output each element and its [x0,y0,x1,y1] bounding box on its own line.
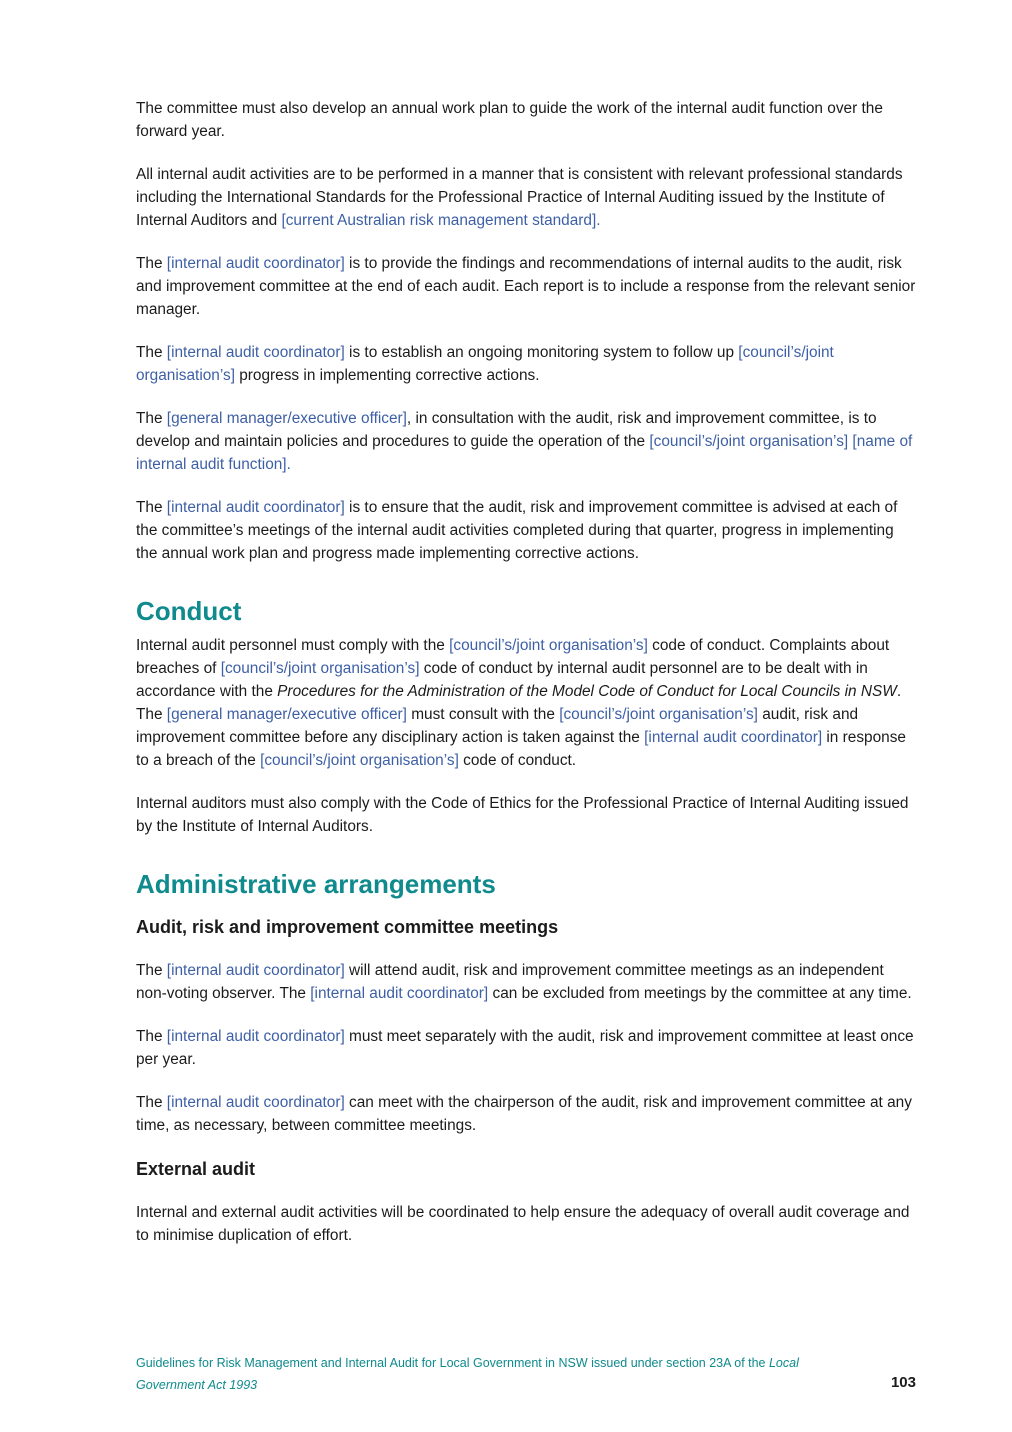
page-footer [136,1352,916,1396]
paragraph-text: The [136,344,167,361]
paragraph-text: The [136,499,167,516]
paragraph-text: , in consultation with the audit, risk and improvement committee, is to develop and maintain policies and procedures to guide the operation of the [136,410,877,450]
paragraph-text: Internal audit personnel must comply with the [136,637,450,654]
placeholder-text: [council’s/joint organisation’s] [449,637,648,654]
placeholder-text: [current Australian risk management standard]. [281,212,601,229]
paragraph [136,1025,916,1071]
paragraph-text: The [136,1028,167,1045]
paragraph-text: The [136,962,167,979]
paragraph-text: can be excluded from meetings by the committee at any time. [488,985,912,1002]
paragraph [136,496,916,565]
paragraph-text: The [136,410,167,427]
conduct-section [136,634,916,838]
placeholder-text: [council’s/joint organisation’s] [136,344,834,384]
paragraph-text: The [136,255,167,272]
page-content [136,97,916,1267]
paragraph [136,407,916,476]
placeholder-text: [council’s/joint organisation’s] [260,752,459,769]
paragraph-text: progress in implementing corrective actions. [234,367,540,384]
paragraph [136,97,916,143]
footer-act-title: Local Government Act 1993 [136,1356,799,1392]
intro-section [136,97,916,565]
paragraph [136,1201,916,1247]
paragraph-text: code of conduct. Complaints about breaches of [136,637,890,677]
paragraph-text: Internal and external audit activities will be coordinated to help ensure the adequacy of overall audit coverage and to minimise duplication of effort. [136,1204,910,1244]
paragraph [136,634,916,772]
paragraph [136,163,916,232]
external-audit-section [136,1201,916,1247]
paragraph [136,959,916,1005]
paragraph-text: is to provide the findings and recommendations of internal audits to the audit, risk and improvement committee at the end of each audit. Each report is to include a response from the relevant senior manager. [136,255,916,318]
paragraph-text: audit, risk and improvement committee before any disciplinary action is taken against the [136,706,859,746]
committee-meetings-heading: Audit, risk and improvement committee meetings [136,917,559,937]
paragraph-text: The committee must also develop an annual work plan to guide the work of the internal audit function over the forward year. [136,100,883,140]
page-number: 103 [890,1374,916,1391]
administrative-arrangements-heading: Administrative arrangements [136,869,496,899]
placeholder-text: [council’s/joint organisation’s] [559,706,758,723]
footer-citation-text: Guidelines for Risk Management and Internal Audit for Local Government in NSW issued under section 23A of the [136,1356,769,1370]
paragraph [136,252,916,321]
paragraph-text: code of conduct by internal audit personnel are to be dealt with in accordance with the [136,660,868,700]
placeholder-text: [internal audit coordinator] [310,985,489,1002]
paragraph-text: Internal auditors must also comply with the Code of Ethics for the Professional Practice of Internal Auditing issued by the Institute of Internal Auditors. [136,795,909,835]
paragraph-text: All internal audit activities are to be performed in a manner that is consistent with relevant professional standards including the International Standards for the Professional Practice of Internal Auditing issued by the Institute of Internal Auditors and [136,166,903,229]
placeholder-text: [internal audit coordinator] [166,1028,345,1045]
italic-title: Procedures for the Administration of the Model Code of Conduct for Local Councils in NSW [277,683,897,700]
placeholder-text: [internal audit coordinator] [166,499,345,516]
external-audit-heading: External audit [136,1159,256,1179]
paragraph [136,1091,916,1137]
conduct-heading: Conduct [136,596,242,626]
footer-citation [136,1352,866,1396]
placeholder-text: [general manager/executive officer] [166,410,407,427]
committee-meetings-section [136,959,916,1137]
placeholder-text: [council’s/joint organisation’s] [220,660,420,677]
paragraph-text: must consult with the [406,706,560,723]
paragraph-text: in response to a breach of the [136,729,906,769]
placeholder-text: [council’s/joint organisation’s] [name of internal audit function]. [136,433,913,473]
paragraph [136,341,916,387]
paragraph-text: will attend audit, risk and improvement committee meetings as an independent non-voting observer. The [136,962,884,1002]
paragraph-text: is to establish an ongoing monitoring system to follow up [344,344,739,361]
paragraph [136,792,916,838]
paragraph-text: is to ensure that the audit, risk and improvement committee is advised at each of the committee’s meetings of the internal audit activities completed during that quarter, progress in implementing the annual work plan and progress made implementing corrective actions. [136,499,898,562]
paragraph-text: can meet with the chairperson of the audit, risk and improvement committee at any time, as necessary, between committee meetings. [136,1094,912,1134]
paragraph-text: code of conduct. [458,752,577,769]
paragraph-text: must meet separately with the audit, risk and improvement committee at least once per year. [136,1028,914,1068]
placeholder-text: [general manager/executive officer] [166,706,407,723]
paragraph-text: The [136,1094,167,1111]
placeholder-text: [internal audit coordinator] [644,729,823,746]
paragraph-text: . The [136,683,902,723]
placeholder-text: [internal audit coordinator] [166,255,345,272]
placeholder-text: [internal audit coordinator] [166,962,345,979]
placeholder-text: [internal audit coordinator] [166,1094,345,1111]
placeholder-text: [internal audit coordinator] [166,344,345,361]
